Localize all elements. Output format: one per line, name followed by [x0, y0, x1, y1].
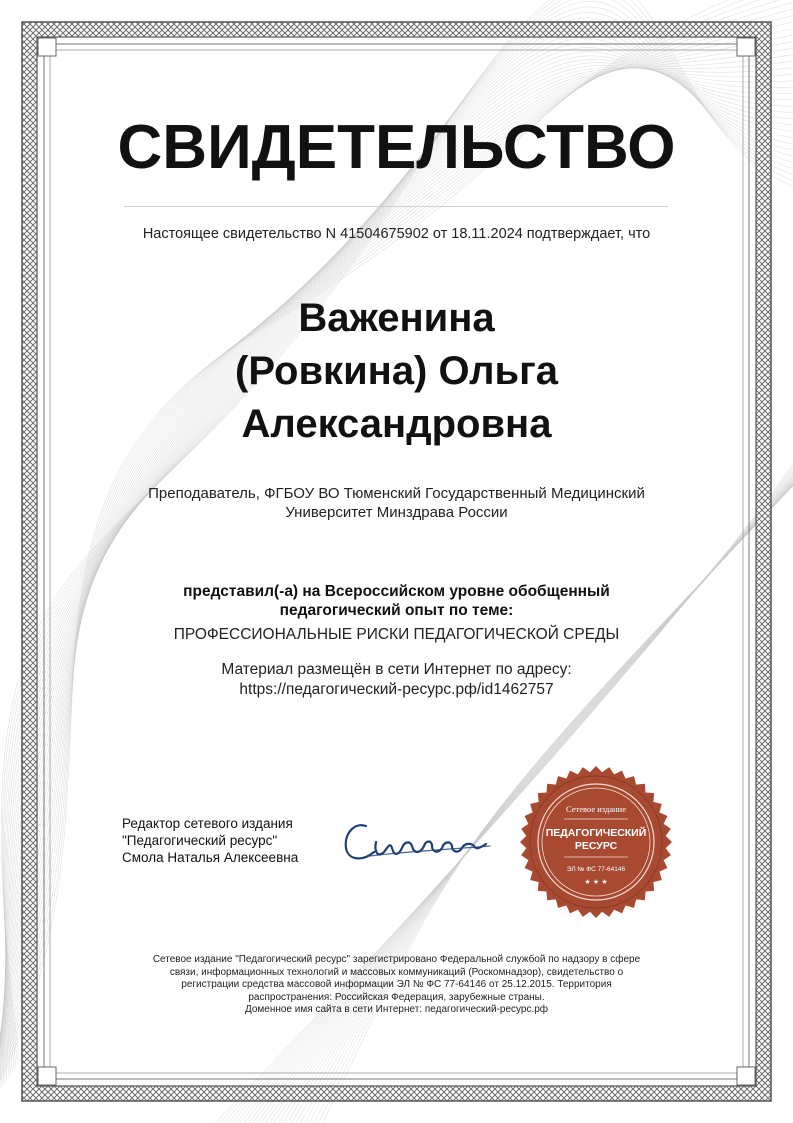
seal-title-line: ПЕДАГОГИЧЕСКИЙ: [545, 827, 647, 839]
recipient-name-line: (Ровкина) Ольга: [235, 349, 558, 393]
recipient-name-line: Важенина: [298, 296, 495, 340]
editor-signature: [340, 812, 500, 872]
presented-line: педагогический опыт по теме:: [279, 602, 514, 619]
material-url[interactable]: https://педагогический-ресурс.рф/id1462757: [239, 681, 554, 698]
recipient-name-line: Александровна: [241, 402, 552, 446]
footer-line: связи, информационных технологий и массовых коммуникаций (Роскомнадзор), свидетельство о: [169, 966, 624, 978]
publication-seal: [518, 764, 674, 920]
presented-line: представил(-а) на Всероссийском уровне обобщенный: [183, 583, 610, 600]
certificate-title: СВИДЕТЕЛЬСТВО: [117, 113, 676, 182]
recipient-name: [0, 292, 793, 451]
material-line: Материал размещён в сети Интернет по адресу:: [221, 661, 572, 678]
seal-top-text: Сетевое издание: [566, 804, 626, 814]
editor-line: "Педагогический ресурс": [122, 833, 278, 848]
seal-registration: ЭЛ № ФС 77-64146: [566, 866, 626, 873]
recipient-position: [0, 484, 793, 522]
certificate-intro: Настоящее свидетельство N 41504675902 от 18.11.2024 подтверждает, что: [142, 226, 651, 242]
footer-line: регистрации средства массовой информации ЭЛ № ФС 77-64146 от 25.12.2015. Территория: [181, 979, 612, 991]
editor-block: [122, 815, 298, 866]
title-divider: [124, 206, 668, 207]
material-location: [0, 660, 793, 700]
footer-line: Сетевое издание "Педагогический ресурс" зарегистрировано Федеральной службой по надзору в сфере: [152, 954, 641, 965]
seal-stars: ★ ★ ★: [584, 878, 608, 886]
footer-line: распространения: Российская Федерация, зарубежные страны.: [248, 991, 545, 1003]
footer-line: Доменное имя сайта в сети Интернет: педагогический-ресурс.рф: [244, 1004, 549, 1016]
position-line: Университет Минздрава России: [285, 504, 508, 521]
position-line: Преподаватель, ФГБОУ ВО Тюменский Государственный Медицинский: [148, 485, 645, 502]
editor-line: Редактор сетевого издания: [122, 816, 293, 831]
seal-title-line: РЕСУРС: [574, 840, 618, 852]
registration-footer: [120, 954, 673, 1017]
presented-statement: [0, 582, 793, 620]
topic-title: ПРОФЕССИОНАЛЬНЫЕ РИСКИ ПЕДАГОГИЧЕСКОЙ СРЕДЫ: [173, 626, 620, 643]
editor-line: Смола Наталья Алексеевна: [122, 850, 299, 865]
